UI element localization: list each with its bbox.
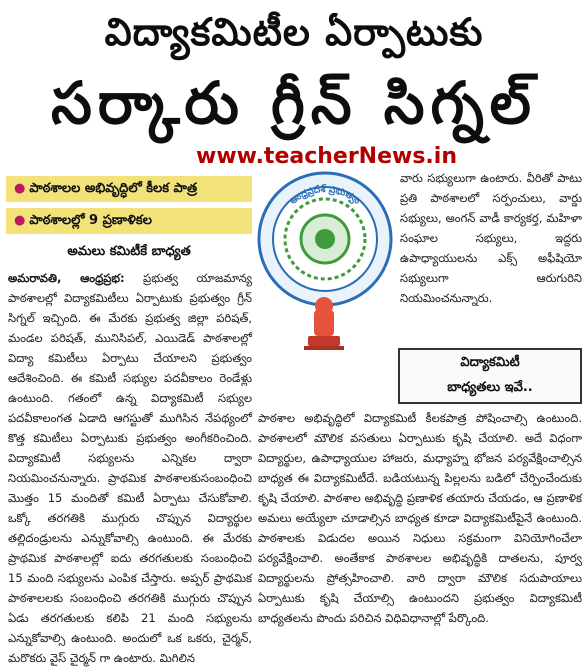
box-heading-line-1: విద్యాకమిటీ bbox=[460, 355, 520, 370]
highlight-point-2 bbox=[6, 208, 252, 234]
bullet-icon: ● bbox=[14, 181, 26, 196]
article-dateline: అమరావతి, ఆంధ్రప్రభ: bbox=[8, 271, 125, 285]
highlight-text-1: పాఠశాలల అభివృద్ధిలో కీలక పాత్ర bbox=[29, 181, 198, 196]
article-right-top-column: వారు సభ్యులుగా ఉంటారు. వీరితో పాటు ప్రతి పాఠశాలలో సర్పంచులు, వార్డు సభ్యులు, అంగన్ వాడీ కార్యకర్త, మహిళా సంఘాల సభ్యులు, ఇద్దరు ఉపాధ్యాయులను ఎక్స్ అఫీషియో సభ్యులుగా ఆరుగురిని నియమించనున్నారు. bbox=[400, 171, 582, 305]
watermark-url: www.teacherNews.in bbox=[196, 144, 457, 169]
highlight-text-2: పాఠశాలల్లో 9 ప్రణాళికల bbox=[29, 213, 152, 228]
state-seal-icon bbox=[256, 170, 394, 308]
seal-text: ఆంధ్రప్రదేశ్ ప్రభుత్వం bbox=[288, 184, 362, 207]
headline-line-1: విద్యాకమిటీల ఏర్పాటుకు bbox=[104, 10, 484, 54]
headline-line-2: సర్కారు గ్రీన్ సిగ్నల్ bbox=[51, 69, 537, 137]
bullet-icon: ● bbox=[14, 213, 26, 228]
article-right-bottom-column: పాఠశాల అభివృద్ధిలో విద్యాకమిటీ కీలకపాత్ర పోషించాల్సి ఉంటుంది. పాఠశాలలో మౌలిక వసతులు ఏర్పాటుకు కృషి చేయాలి. అదే విధంగా విద్యార్థుల, ఉపాధ్యాయుల హాజరు, మధ్యాహ్న భోజన పర్యవేక్షించాల్సిన బాధ్యత ఈ విద్యాకమిటీదే. బడియటున్న పిల్లలను బడిలో చేర్పించేందుకు కృషి చేయాలి. పాఠశాల అభివృద్ధి ప్రణాళిక తయారు చేయడం, ఆ ప్రణాళిక అమలు అయ్యేలా చూడాల్సిన బాధ్యత కూడా విద్యాకమిటీపైనే ఉంటుంది. పాఠశాలకు విడుదల అయిన నిధులు సక్రమంగా వినియోగించేలా పర్యవేక్షించాలి. అంతేకాక పాఠశాలల అభివృద్ధికి దాతలను, పూర్వ విద్యార్థులను ప్రోత్సహించాలి. వారి ద్వారా మౌలిక సదుపాయాలు ఏర్పాటుకు కృషి చేయాల్సి ఉంటుందని ప్రభుత్వం విద్యాకమిటీ బాధ్యతలను పొందు పరిచిన విధివిధానాల్లో పేర్కొంది. bbox=[258, 411, 582, 625]
highlight-point-1 bbox=[6, 176, 252, 202]
subheadline: అమలు కమిటీకే బాధ్యత bbox=[67, 244, 191, 259]
responsibilities-heading-box bbox=[398, 348, 582, 404]
national-emblem-icon bbox=[300, 292, 348, 352]
article-left-body: ప్రభుత్వ యాజమాన్య పాఠశాలల్లో విద్యాకమిటీలు ఏర్పాటుకు ప్రభుత్వం గ్రీన్ సిగ్నల్ ఇచ్చింది. ఈ మేరకు ప్రభుత్వ జిల్లా పరిషత్, మండల పరిషత్, మునిసిపల్, ఎయిడెడ్ పాఠశాలల్లో విద్యా కమిటీలు ఏర్పాటు చేయాలని ప్రభుత్వం ఆదేశించింది. ఈ కమిటీ సభ్యుల పదవీకాలం రెండేళ్లు ఉంటుంది. గతంలో ఉన్న విద్యాకమిటీ సభ్యుల పదవీకాలంగత ఏడాది ఆగస్టుతో ముగిసిన నేపథ్యంలో కొత్త కమిటీలు ఏర్పాటుకు ప్రభుత్వం అంగీకరించింది. విద్యాకమిటీ సభ్యులను ఎన్నికల ద్వారా నియమించనున్నారు. ప్రాథమిక పాఠశాలకుసంబంధించి మొత్తం 15 మందితో కమిటీ ఏర్పాటు చేసుకోవాలి. ఒక్కో తరగతికి ముగ్గురు చొప్పున విద్యార్థుల తల్లిదండ్రులను ఎన్నుకోవాల్సి ఉంటుంది. ఈ మేరకు ప్రాథమిక పాఠశాలల్లో ఐదు తరగతులకు సంబంధించి 15 మంది సభ్యులను ఎంపిక చేస్తారు. అప్పర్ ప్రాథమిక పాఠశాలలకు సంబంధించి తరగతికి ముగ్గురు చొప్పున ఏడు తరగతులకు కలిపి 21 మంది సభ్యులను ఎన్నుకోవాల్సి ఉంటుంది. అందులో ఒక ఒకరు, చైర్మన్, మరొకరు వైస్ చైర్మన్ గా ఉంటారు. మిగిలిన bbox=[8, 271, 253, 665]
article-left-column bbox=[8, 268, 253, 665]
box-heading-line-2: బాధ్యతలు ఇవే.. bbox=[447, 380, 533, 395]
